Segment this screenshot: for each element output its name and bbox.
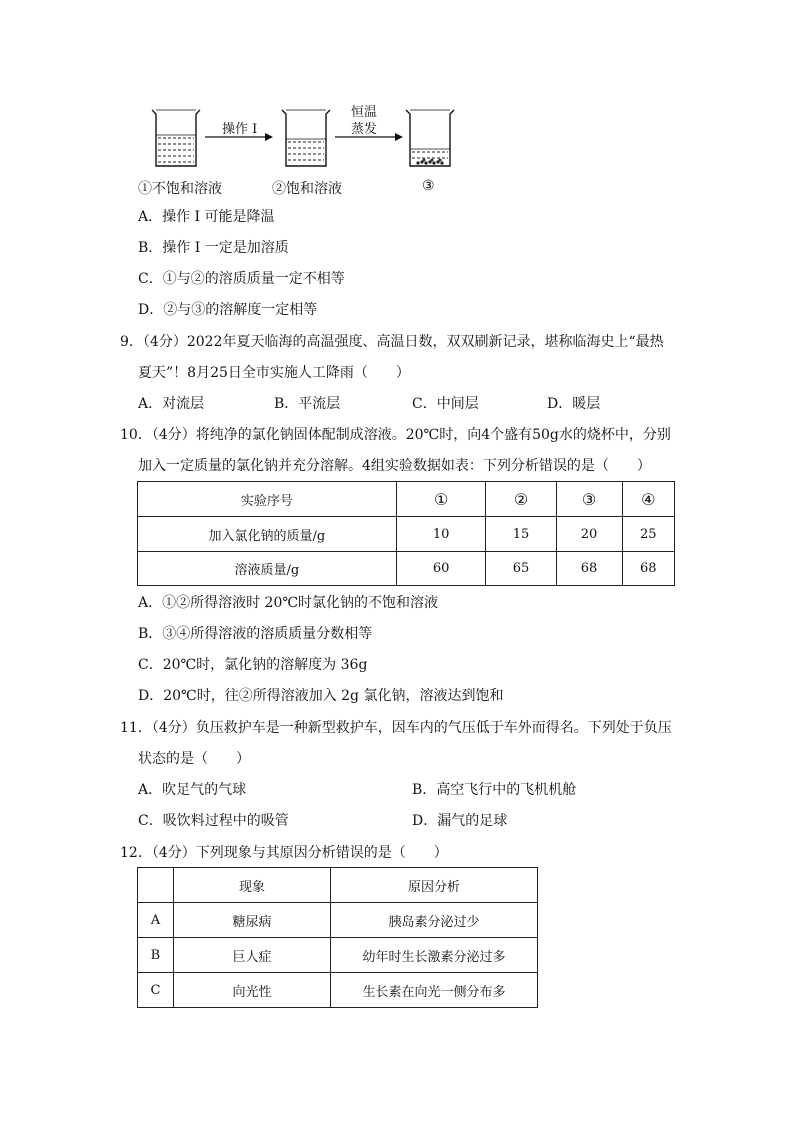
beaker-2-icon — [280, 108, 332, 170]
table-cell: 巨人症 — [173, 938, 330, 973]
table-cell: ① — [396, 482, 486, 517]
table-cell: 25 — [622, 517, 674, 552]
table-cell: C — [138, 973, 174, 1008]
q12-cause-table — [137, 867, 538, 1008]
table-row — [138, 903, 538, 938]
table-cell — [138, 868, 174, 903]
table-cell: 向光性 — [173, 973, 330, 1008]
table-cell: 溶液质量/g — [138, 552, 397, 586]
q11-option-d[interactable]: D．漏气的足球 — [412, 813, 508, 829]
q8-option-a[interactable]: A．操作 I 可能是降温 — [138, 209, 275, 225]
q10-option-a[interactable]: A．①②所得溶液时 20℃时氯化钠的不饱和溶液 — [138, 595, 439, 611]
q10-stem-line1: 10．（4分）将纯净的氯化钠固体配制成溶液。20℃时，向4个盛有50g水的烧杯中，分别 — [120, 427, 671, 443]
q9-stem-line2: 夏天”！8月25日全市实施人工降雨（ ） — [138, 365, 410, 381]
q10-data-table — [137, 481, 675, 586]
table-row — [138, 517, 675, 552]
table-cell: 65 — [486, 552, 556, 586]
evaporation-label-1: 恒温 — [351, 105, 378, 120]
table-cell: 胰岛素分泌过少 — [331, 903, 538, 938]
table-cell: B — [138, 938, 174, 973]
q12-stem: 12．（4分）下列现象与其原因分析错误的是（ ） — [120, 845, 448, 861]
table-cell: 68 — [622, 552, 674, 586]
table-cell: ② — [486, 482, 556, 517]
table-row — [138, 938, 538, 973]
table-cell: ③ — [556, 482, 622, 517]
q9-stem-line1: 9．（4分）2022年夏天临海的高温强度、高温日数，双双刷新记录，堪称临海史上“最热 — [120, 334, 664, 350]
q10-option-b[interactable]: B．③④所得溶液的溶质质量分数相等 — [138, 626, 373, 642]
q8-option-c[interactable]: C．①与②的溶质质量一定不相等 — [138, 271, 345, 287]
table-cell: 现象 — [173, 868, 330, 903]
q8-option-b[interactable]: B．操作 I 一定是加溶质 — [138, 240, 289, 256]
q11-option-c[interactable]: C．吸饮料过程中的吸管 — [138, 813, 289, 829]
beaker-1-icon — [150, 108, 202, 170]
table-cell: A — [138, 903, 174, 938]
beaker-3-label: ③ — [422, 178, 435, 194]
table-header-row — [138, 482, 675, 517]
q10-option-c[interactable]: C．20℃时，氯化钠的溶解度为 36g — [138, 657, 368, 673]
q9-option-b[interactable]: B．平流层 — [274, 396, 341, 412]
table-cell: 10 — [396, 517, 486, 552]
table-cell: 15 — [486, 517, 556, 552]
q9-option-c[interactable]: C．中间层 — [412, 396, 479, 412]
q9-option-a[interactable]: A．对流层 — [138, 396, 205, 412]
table-cell: 60 — [396, 552, 486, 586]
table-cell: 加入氯化钠的质量/g — [138, 517, 397, 552]
beaker-2-label: ②饱和溶液 — [272, 181, 342, 197]
table-cell: 生长素在向光一侧分布多 — [331, 973, 538, 1008]
table-row — [138, 973, 538, 1008]
table-row — [138, 552, 675, 586]
q11-option-a[interactable]: A．吹足气的气球 — [138, 782, 247, 798]
q8-option-d[interactable]: D．②与③的溶解度一定相等 — [138, 302, 318, 318]
table-cell: 幼年时生长激素分泌过多 — [331, 938, 538, 973]
q10-stem-line2: 加入一定质量的氯化钠并充分溶解。4组实验数据如表：下列分析错误的是（ ） — [138, 458, 651, 474]
table-cell: 68 — [556, 552, 622, 586]
q11-option-b[interactable]: B．高空飞行中的飞机机舱 — [412, 782, 577, 798]
table-header-row — [138, 868, 538, 903]
beaker-3-icon — [404, 108, 456, 170]
table-cell: 糖尿病 — [173, 903, 330, 938]
evaporation-label-2: 蒸发 — [351, 122, 378, 137]
operation-label: 操作 I — [222, 122, 258, 137]
q11-stem-line1: 11．（4分）负压救护车是一种新型救护车，因车内的气压低于车外而得名。下列处于负压 — [120, 720, 672, 736]
q11-stem-line2: 状态的是（ ） — [138, 751, 250, 767]
q9-option-d[interactable]: D．暖层 — [547, 396, 601, 412]
table-cell: 20 — [556, 517, 622, 552]
table-cell: 实验序号 — [138, 482, 397, 517]
beaker-1-label: ①不饱和溶液 — [138, 181, 222, 197]
q10-option-d[interactable]: D．20℃时，往②所得溶液加入 2g 氯化钠，溶液达到饱和 — [138, 688, 504, 704]
table-cell: 原因分析 — [331, 868, 538, 903]
table-cell: ④ — [622, 482, 674, 517]
